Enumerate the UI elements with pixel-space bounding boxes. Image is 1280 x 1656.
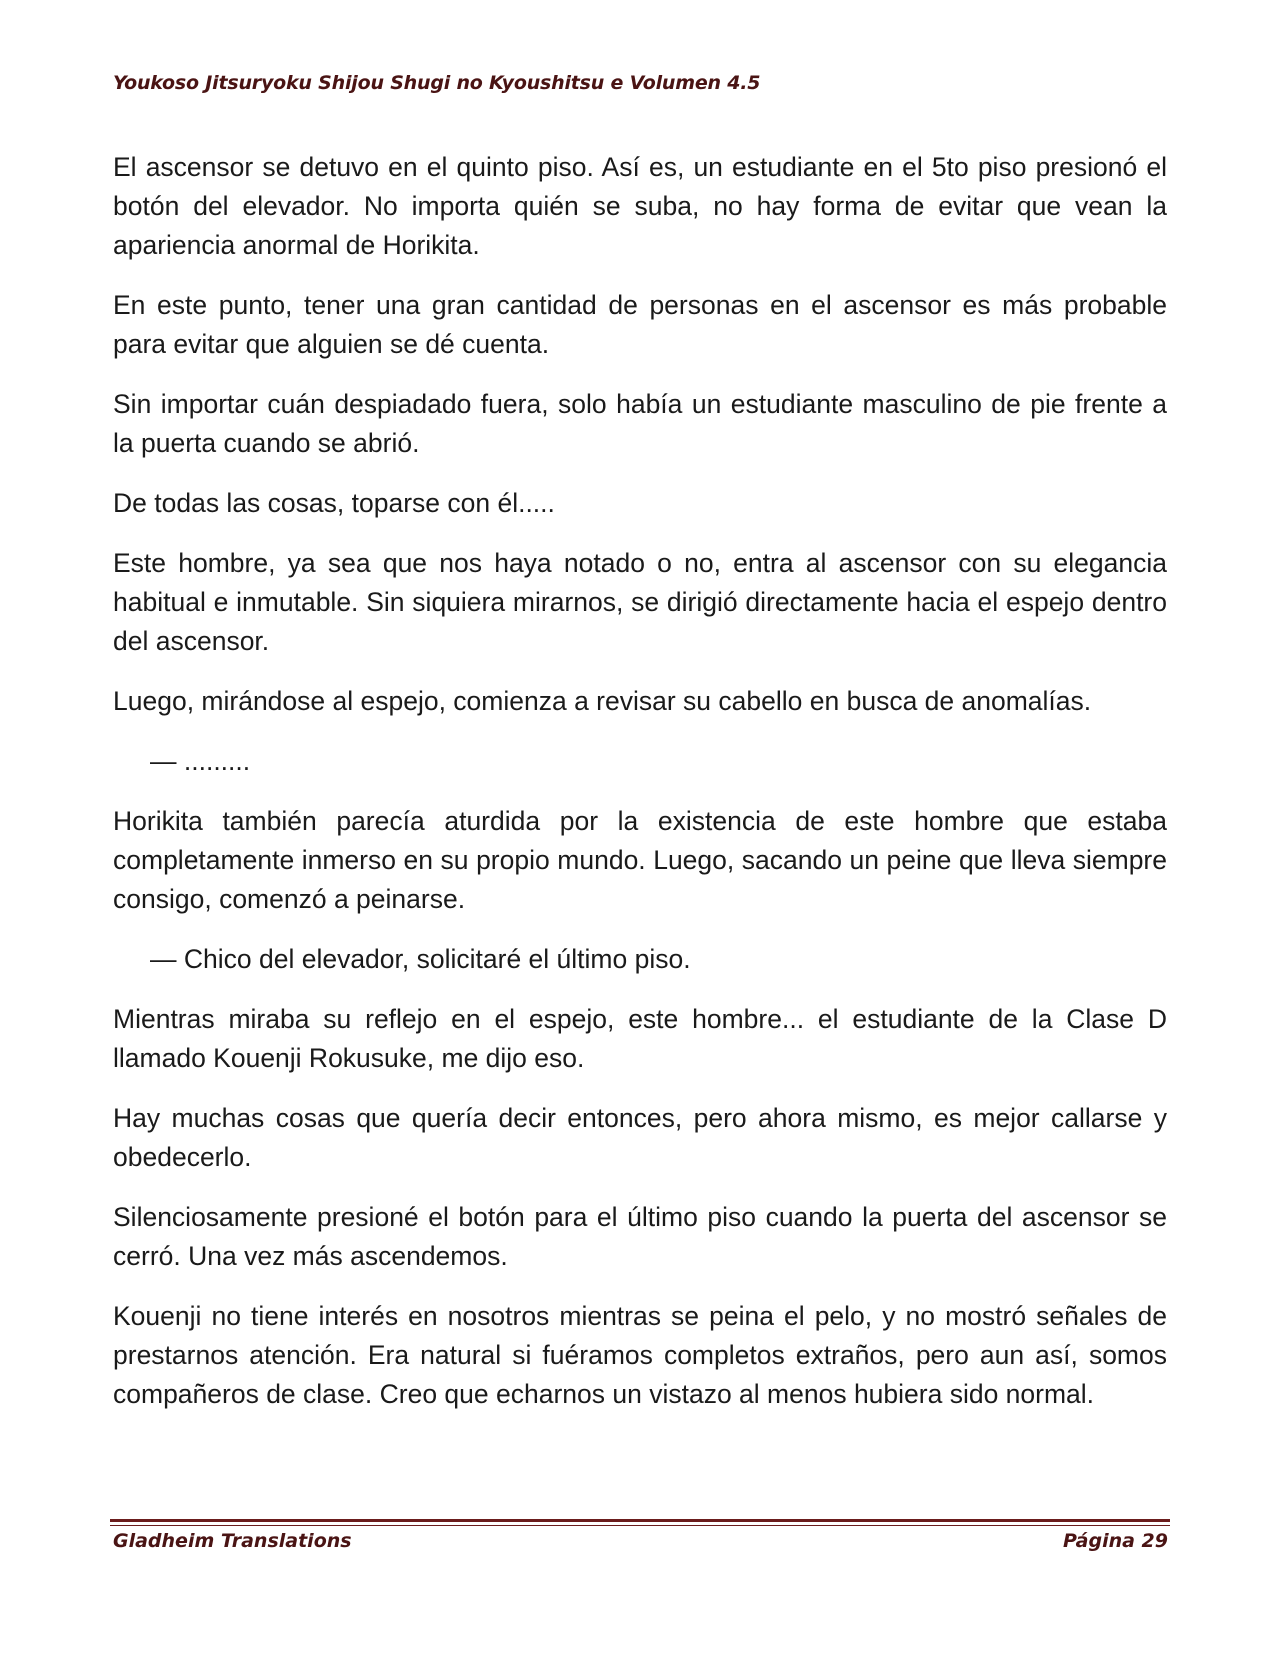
- paragraph: Sin importar cuán despiadado fuera, solo había un estudiante masculino de pie frente a la puerta cuando se abrió.: [113, 389, 1167, 458]
- page-header-title: Youkoso Jitsuryoku Shijou Shugi no Kyoushitsu e Volumen 4.5: [113, 72, 761, 94]
- body-text: [113, 148, 1167, 1435]
- paragraph: El ascensor se detuvo en el quinto piso. Así es, un estudiante en el 5to piso presionó el botón del elevador. No importa quién se suba, no hay forma de evitar que vean la apariencia anormal de Horikita.: [113, 152, 1167, 260]
- paragraph: Silenciosamente presioné el botón para el último piso cuando la puerta del ascensor se cerró. Una vez más ascendemos.: [113, 1202, 1167, 1271]
- paragraph: Luego, mirándose al espejo, comienza a revisar su cabello en busca de anomalías.: [113, 686, 1092, 716]
- paragraph: Kouenji no tiene interés en nosotros mientras se peina el pelo, y no mostró señales de prestarnos atención. Era natural si fuéramos completos extraños, pero aun así, somos compañeros de clase. Creo que echarnos un vistazo al menos hubiera sido normal.: [113, 1301, 1167, 1409]
- paragraph: De todas las cosas, toparse con él.....: [113, 488, 555, 518]
- paragraph: Hay muchas cosas que quería decir entonces, pero ahora mismo, es mejor callarse y obedecerlo.: [113, 1103, 1167, 1172]
- page-number: Página 29: [1062, 1530, 1168, 1552]
- paragraph: En este punto, tener una gran cantidad de personas en el ascensor es más probable para evitar que alguien se dé cuenta.: [113, 290, 1167, 359]
- footer-divider-thick: [110, 1519, 1170, 1522]
- dialogue-line: — Chico del elevador, solicitaré el último piso.: [150, 944, 691, 974]
- footer-divider-thin: [110, 1525, 1170, 1526]
- paragraph: Horikita también parecía aturdida por la existencia de este hombre que estaba completamente inmerso en su propio mundo. Luego, sacando un peine que lleva siempre consigo, comenzó a peinarse.: [113, 806, 1167, 914]
- paragraph: Este hombre, ya sea que nos haya notado o no, entra al ascensor con su elegancia habitual e inmutable. Sin siquiera mirarnos, se dirigió directamente hacia el espejo dentro del ascensor.: [113, 548, 1167, 656]
- dialogue-line: — .........: [150, 746, 251, 776]
- paragraph: Mientras miraba su reflejo en el espejo, este hombre... el estudiante de la Clase D llamado Kouenji Rokusuke, me dijo eso.: [113, 1004, 1167, 1073]
- footer-credit: Gladheim Translations: [113, 1530, 352, 1552]
